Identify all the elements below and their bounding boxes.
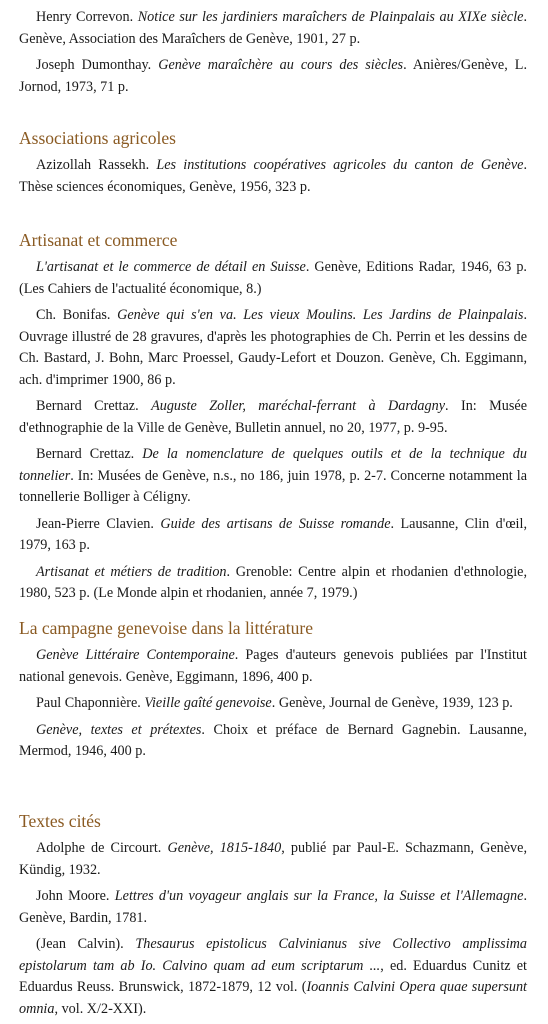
entry-author: Adolphe de Circourt. bbox=[36, 840, 168, 856]
entry-title: Vieille gaîté genevoise bbox=[144, 695, 272, 711]
bib-entry bbox=[19, 514, 527, 557]
entry-details: , ed. Eduardus Cunitz et Eduardus Reuss. Brunswick, 1872-1879, 12 vol. ( bbox=[19, 957, 528, 995]
entry-details: . In: Musées de Genève, n.s., no 186, juin 1978, p. 2-7. Concerne notamment la tonnellerie Bolliger à Céligny. bbox=[19, 467, 527, 505]
entry-series-details: , vol. X/2-XXI). bbox=[54, 1000, 147, 1017]
entry-title: Genève, 1815-1840 bbox=[167, 840, 282, 856]
entry-title: Artisanat et métiers de tradition bbox=[36, 563, 227, 580]
entry-details: . Ouvrage illustré de 28 gravures, d'après les photographies de Ch. Perrin et les dessins de Ch. Bastard, J. Bohn, Marc Proessel, Gaudy-Lefort et Douzon. Genève, Ch. Eggimann, ach. d'imprimer 1900, 86 p. bbox=[19, 307, 527, 388]
entry-details: . In: Musée d'ethnographie de la Ville de Genève, Bulletin annuel, no 20, 1977, p. 9-95. bbox=[19, 398, 527, 436]
entry-title: Guide des artisans de Suisse romande bbox=[160, 515, 391, 532]
bib-entry bbox=[19, 155, 527, 198]
bib-entry bbox=[19, 7, 527, 50]
entry-title: Genève maraîchère au cours des siècles bbox=[158, 57, 404, 73]
entry-details: . Genève, Bardin, 1781. bbox=[19, 888, 527, 926]
entry-details: . Anières/Genève, L. Jornod, 1973, 71 p. bbox=[19, 57, 527, 95]
bib-entry bbox=[19, 396, 527, 439]
intro-block bbox=[19, 7, 527, 98]
entry-author: Jean-Pierre Clavien. bbox=[36, 515, 161, 532]
section-heading: Textes cités bbox=[19, 811, 101, 831]
bib-entry bbox=[19, 55, 527, 98]
bib-entry bbox=[19, 645, 527, 688]
entry-title: Lettres d'un voyageur anglais sur la France, la Suisse et l'Allemagne bbox=[114, 888, 524, 904]
entry-author: Bernard Crettaz. bbox=[36, 398, 152, 414]
bib-entry bbox=[19, 693, 527, 715]
entry-author: Joseph Dumonthay. bbox=[36, 57, 159, 73]
entry-author: John Moore. bbox=[36, 888, 115, 904]
entry-title: Notice sur les jardiniers maraîchers de Plainpalais au XIXe siècle bbox=[137, 9, 524, 25]
section-associations-agricoles bbox=[19, 127, 527, 198]
entry-details: . Genève, Association des Maraîchers de Genève, 1901, 27 p. bbox=[19, 9, 527, 47]
entry-author: Ch. Bonifas. bbox=[36, 307, 118, 323]
section-heading: Artisanat et commerce bbox=[19, 230, 178, 250]
section-textes-cites bbox=[19, 810, 527, 1020]
bib-entry bbox=[19, 257, 527, 300]
bib-entry bbox=[19, 886, 527, 929]
entry-series-title: Ioannis Calvini Opera quae supersunt omnia bbox=[19, 979, 527, 1017]
bib-entry bbox=[19, 838, 527, 881]
bib-entry bbox=[19, 444, 527, 509]
section-heading: Associations agricoles bbox=[19, 128, 176, 148]
entry-title: Auguste Zoller, maréchal-ferrant à Dardagny bbox=[151, 398, 445, 414]
entry-author: Henry Correvon. bbox=[36, 9, 138, 25]
entry-details: . Grenoble: Centre alpin et rhodanien d'ethnologie, 1980, 523 p. (Le Monde alpin et rhodanien, année 7, 1979.) bbox=[19, 563, 528, 601]
entry-author: Paul Chaponnière. bbox=[36, 695, 145, 711]
entry-author: (Jean Calvin). bbox=[36, 936, 136, 952]
entry-title: Les institutions coopératives agricoles du canton de Genève bbox=[156, 157, 524, 173]
bib-entry bbox=[19, 562, 527, 605]
bib-entry bbox=[19, 934, 527, 1020]
entry-author: Azizollah Rassekh. bbox=[36, 157, 157, 173]
section-artisanat-commerce bbox=[19, 229, 527, 605]
entry-details: . Choix et préface de Bernard Gagnebin. Lausanne, Mermod, 1946, 400 p. bbox=[19, 721, 527, 759]
entry-details: . Lausanne, Clin d'œil, 1979, 163 p. bbox=[19, 515, 527, 553]
bib-entry bbox=[19, 720, 527, 763]
entry-title: Genève, textes et prétextes bbox=[36, 721, 202, 738]
entry-title: Genève qui s'en va. Les vieux Moulins. Les Jardins de Plainpalais bbox=[117, 307, 524, 323]
entry-title: Genève Littéraire Contemporaine bbox=[36, 647, 235, 663]
entry-title: Thesaurus epistolicus Calvinianus sive Collectivo amplissima epistolarum tam ab Io. Calvino quam ad eum scriptarum ... bbox=[19, 936, 527, 974]
entry-details: . Pages d'auteurs genevois publiées par l'Institut national genevois. Genève, Eggimann, 1896, 400 p. bbox=[19, 647, 527, 685]
entry-details: . Genève, Editions Radar, 1946, 63 p. (Les Cahiers de l'actualité économique, 8.) bbox=[19, 259, 527, 297]
section-campagne-litterature bbox=[19, 617, 527, 763]
entry-title: L'artisanat et le commerce de détail en Suisse bbox=[36, 259, 306, 275]
entry-title: De la nomenclature de quelques outils et de la technique du tonnelier bbox=[19, 446, 527, 484]
bib-entry bbox=[19, 305, 527, 391]
entry-author: Bernard Crettaz. bbox=[36, 446, 143, 462]
entry-details: , publié par Paul-E. Schazmann, Genève, Kündig, 1932. bbox=[19, 840, 527, 878]
entry-details: . Thèse sciences économiques, Genève, 1956, 323 p. bbox=[19, 157, 527, 195]
entry-details: . Genève, Journal de Genève, 1939, 123 p. bbox=[271, 695, 513, 711]
section-heading: La campagne genevoise dans la littérature bbox=[19, 618, 313, 638]
